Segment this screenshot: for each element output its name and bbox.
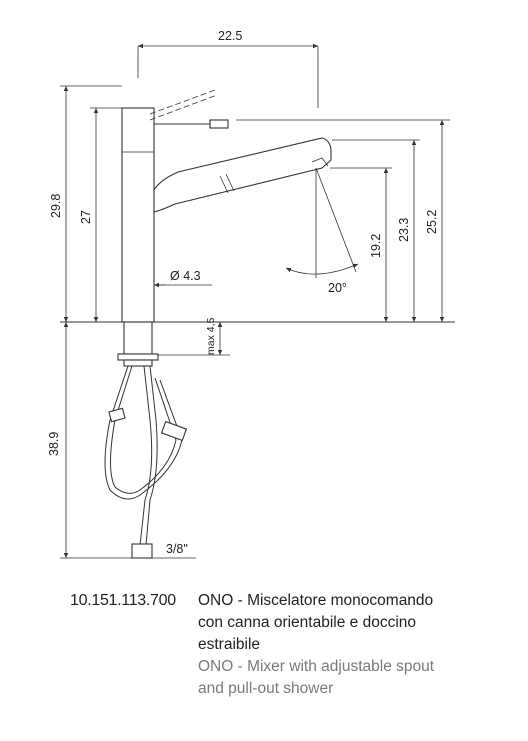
description-it-line3: estraibile [198,636,261,653]
spout-top-label: 25.2 [425,209,439,234]
spout-inner-label: 23.3 [397,217,411,242]
description-it-line2: con canna orientabile e doccino [198,614,417,631]
connector-3-8 [132,544,152,558]
spout [154,138,331,212]
description-en-line1: ONO - Mixer with adjustable spout [198,658,435,675]
hose-weight [162,422,187,441]
total-height-label: 29.8 [49,193,63,218]
supply-hose [140,366,152,545]
faucet-body [122,108,154,322]
top-width-label: 22.5 [218,29,243,43]
diameter-label: Ø 4.3 [170,269,201,283]
connection-label: 3/8" [166,542,188,556]
fixing-nut [118,354,158,360]
product-code: 10.151.113.700 [70,592,176,609]
lever-alt-position [150,90,215,114]
angle-label: 20° [328,281,347,295]
lever-alt-position-lower [150,95,217,120]
fixing-washer [124,360,152,366]
shank [124,322,152,354]
angle-inclined [316,168,356,272]
hose-clip [109,408,125,421]
hose-length-label: 38.9 [47,431,61,456]
max-thickness-label: max 4,5 [205,317,217,355]
description-it-line1: ONO - Miscelatore monocomando [198,592,434,609]
handle-height-label: 27 [79,210,93,224]
angle-arc [286,264,358,274]
spout-height-label: 19.2 [369,233,383,258]
lever-tip [210,120,228,128]
product-description [198,590,498,700]
description-en-line2: and pull-out shower [198,680,334,697]
